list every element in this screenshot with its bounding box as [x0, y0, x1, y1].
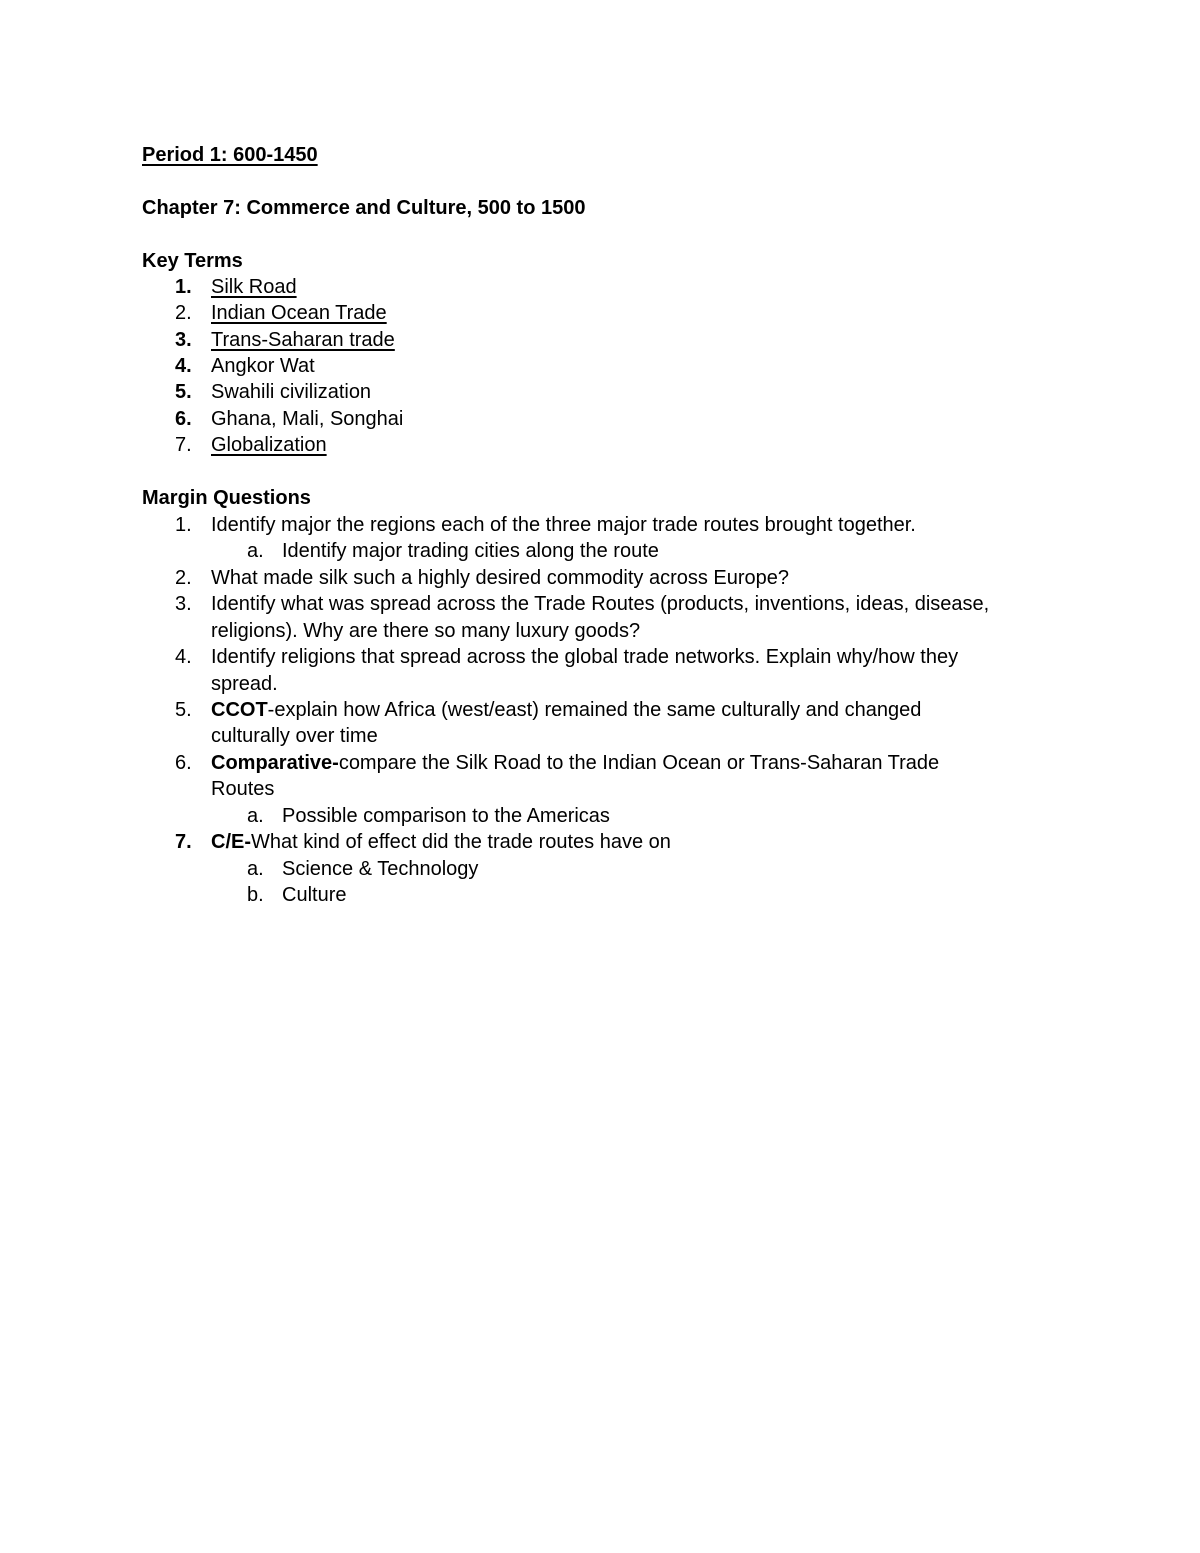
- question-5-label: CCOT: [211, 699, 268, 721]
- list-number: 7.: [175, 434, 192, 456]
- sub-list-letter: a.: [247, 858, 264, 880]
- list-number: 1.: [175, 276, 192, 298]
- question-5-text: -explain how Africa (west/east) remained the same culturally and changed: [267, 699, 922, 721]
- list-number: 5.: [175, 381, 192, 403]
- list-number: 3.: [175, 329, 192, 351]
- key-term-ghana-mali-songhai: Ghana, Mali, Songhai: [211, 408, 404, 430]
- question-1a: Identify major trading cities along the route: [282, 540, 659, 562]
- question-6a: Possible comparison to the Americas: [282, 805, 610, 827]
- question-5-line-2: culturally over time: [211, 725, 378, 747]
- question-7-label: C/E-: [211, 831, 251, 853]
- question-3-line-1: Identify what was spread across the Trade Routes (products, inventions, ideas, disease,: [211, 593, 990, 615]
- list-number: 7.: [175, 831, 192, 853]
- list-number: 6.: [175, 752, 192, 774]
- key-term-trans-saharan-trade: Trans-Saharan trade: [211, 329, 395, 351]
- question-1: Identify major the regions each of the three major trade routes brought together.: [211, 514, 916, 536]
- list-number: 1.: [175, 514, 192, 536]
- question-6-line-2: Routes: [211, 778, 275, 800]
- list-number: 3.: [175, 593, 192, 615]
- key-term-indian-ocean-trade: Indian Ocean Trade: [211, 302, 387, 324]
- chapter-title: Chapter 7: Commerce and Culture, 500 to 1500: [142, 197, 586, 219]
- question-6-line-1: [211, 750, 939, 776]
- sub-list-letter: a.: [247, 805, 264, 827]
- key-terms-heading: Key Terms: [142, 250, 243, 272]
- key-term-swahili-civilization: Swahili civilization: [211, 381, 372, 403]
- period-title: Period 1: 600-1450: [142, 144, 318, 166]
- list-number: 2.: [175, 567, 192, 589]
- key-term-silk-road: Silk Road: [211, 276, 297, 298]
- list-number: 4.: [175, 646, 192, 668]
- sub-list-letter: a.: [247, 540, 264, 562]
- question-2: What made silk such a highly desired commodity across Europe?: [211, 567, 790, 589]
- margin-questions-heading: Margin Questions: [142, 487, 311, 509]
- question-7a: Science & Technology: [282, 858, 479, 880]
- list-number: 5.: [175, 699, 192, 721]
- list-number: 2.: [175, 302, 192, 324]
- question-7b: Culture: [282, 884, 347, 906]
- question-4-line-1: Identify religions that spread across the global trade networks. Explain why/how they: [211, 646, 959, 668]
- question-6-text: compare the Silk Road to the Indian Ocean or Trans-Saharan Trade: [338, 752, 940, 774]
- sub-list-letter: b.: [247, 884, 264, 906]
- list-number: 6.: [175, 408, 192, 430]
- question-5-line-1: [211, 697, 921, 723]
- question-7-text: What kind of effect did the trade routes have on: [251, 831, 671, 853]
- question-3-line-2: religions). Why are there so many luxury goods?: [211, 620, 641, 642]
- list-number: 4.: [175, 355, 192, 377]
- key-term-globalization: Globalization: [211, 434, 327, 456]
- question-4-line-2: spread.: [211, 673, 278, 695]
- key-term-angkor-wat: Angkor Wat: [211, 355, 315, 377]
- question-6-label: Comparative-: [211, 752, 339, 774]
- question-7: [211, 829, 671, 855]
